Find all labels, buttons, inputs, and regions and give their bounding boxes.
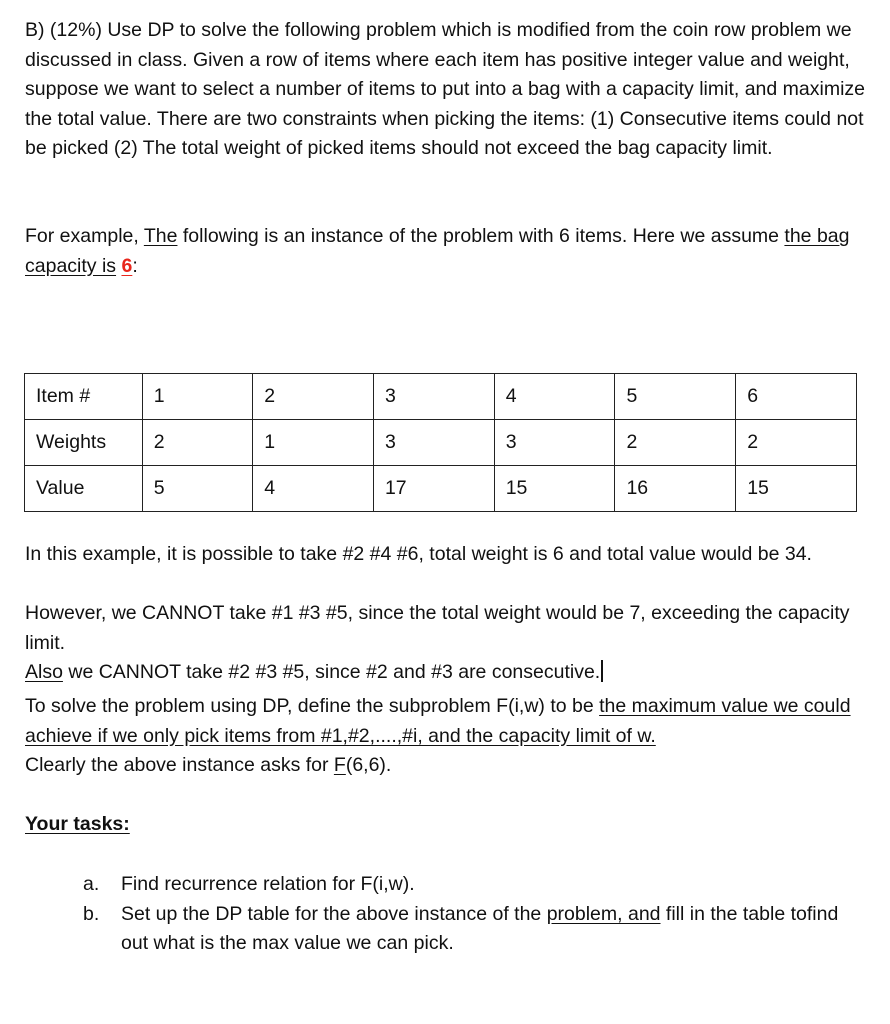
table-cell: 3 <box>494 420 615 466</box>
table-cell: 3 <box>373 420 494 466</box>
table-row <box>25 420 857 466</box>
capacity-phrase: the bag capacity is <box>25 225 850 277</box>
table-cell: 16 <box>615 466 736 512</box>
task-b-part2: problem, and <box>546 902 661 925</box>
table-row <box>25 466 857 512</box>
tasks-list <box>83 870 863 959</box>
table-cell: 2 <box>142 420 253 466</box>
task-b-part3: fill in the table tofind out what is the max value we can pick. <box>121 902 839 955</box>
tasks-heading-text: Your tasks: <box>25 813 130 835</box>
consecutive-text: we CANNOT take #2 #3 #5, since #2 and #3 are consecutive. <box>62 661 601 683</box>
table-cell: 2 <box>615 420 736 466</box>
instance-question <box>25 751 870 781</box>
problem-statement: B) (12%) Use DP to solve the following problem which is modified from the coin row problem we discussed in class. Given a row of items where each item has positive integer value and weight, suppose we want to select a number of items to put into a bag with a capacity limit, and maximize the total value. There are two constraints when picking the items: (1) Consecutive items could not be picked (2) The total weight of picked items should not exceed the bag capacity limit. <box>25 19 865 160</box>
capacity-colon: : <box>132 254 138 277</box>
example-the: The <box>143 225 178 247</box>
table-cell: 4 <box>253 466 374 512</box>
table-cell: 6 <box>736 374 857 420</box>
dp-def: the maximum value we could achieve if we only pick items from #1,#2,....,#i, and the capacity limit of w. <box>25 695 851 747</box>
clear-lead: Clearly the above instance asks for <box>25 754 334 776</box>
capacity-value: 6 <box>121 254 133 277</box>
list-item <box>83 870 863 900</box>
list-item <box>83 900 863 959</box>
list-label: a. <box>83 873 100 895</box>
table-cell: Weights <box>25 420 143 466</box>
table-cell: 5 <box>142 466 253 512</box>
table-cell: 17 <box>373 466 494 512</box>
table-cell: 2 <box>253 374 374 420</box>
clear-f: F <box>333 754 346 776</box>
text-cursor <box>601 660 603 682</box>
table-cell: 4 <box>494 374 615 420</box>
table-cell: 15 <box>494 466 615 512</box>
table-cell: 3 <box>373 374 494 420</box>
example-lead: For example, <box>25 225 144 247</box>
table-row <box>25 374 857 420</box>
table-cell: Item # <box>25 374 143 420</box>
list-label: b. <box>83 902 100 925</box>
also-word: Also <box>25 661 63 683</box>
example-explanation: In this example, it is possible to take #2 #4 #6, total weight is 6 and total value would be 34. <box>25 543 812 565</box>
constraint-weight: However, we CANNOT take #1 #3 #5, since the total weight would be 7, exceeding the capacity limit. <box>25 602 850 654</box>
dp-lead: To solve the problem using DP, define the subproblem F(i,w) to be <box>25 695 600 717</box>
example-intro <box>25 222 870 281</box>
tasks-heading <box>25 810 870 840</box>
items-table <box>24 373 857 512</box>
table-cell: 15 <box>736 466 857 512</box>
constraint-consecutive <box>25 658 870 688</box>
table-cell: 2 <box>736 420 857 466</box>
table-cell: 1 <box>142 374 253 420</box>
clear-rest: (6,6). <box>345 754 392 776</box>
table-cell: 5 <box>615 374 736 420</box>
task-b-text <box>121 900 863 959</box>
task-a-text: Find recurrence relation for F(i,w). <box>121 873 415 895</box>
table-cell: 1 <box>253 420 374 466</box>
table-cell: Value <box>25 466 143 512</box>
dp-definition <box>25 692 870 751</box>
task-b-part1: Set up the DP table for the above instance of the <box>121 902 547 925</box>
example-following: following is an instance of the problem with 6 items. Here we assume <box>177 225 785 247</box>
